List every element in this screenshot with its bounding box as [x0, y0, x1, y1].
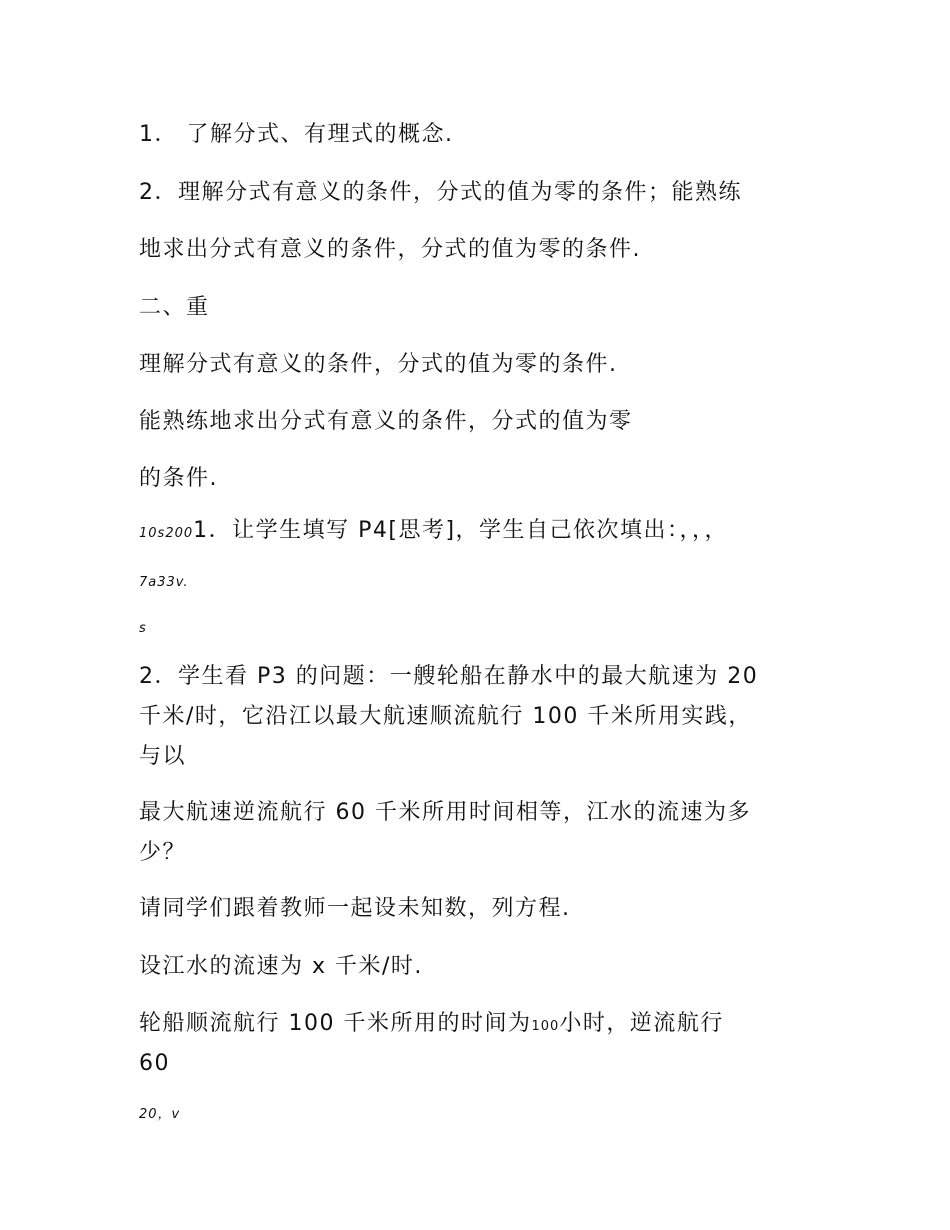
key-point: 理解分式有意义的条件，分式的值为零的条件. — [139, 352, 618, 377]
time-fraction-numerator: 100 — [531, 1019, 560, 1034]
variable-line: 设江水的流速为 x 千米/时. — [139, 954, 423, 979]
time-line-b: 小时，逆流航行 — [559, 1011, 724, 1036]
fraction-denominators: 7a33v. — [139, 575, 189, 590]
activity-1 — [139, 514, 728, 551]
objective-2: 2．理解分式有意义的条件，分式的值为零的条件；能熟练 — [139, 180, 742, 205]
activity-1-text: 1．让学生填写 P4[思考]，学生自己依次填出：，，， — [193, 518, 729, 543]
problem-line-4: 最大航速逆流航行 60 千米所用时间相等，江水的流速为多 — [139, 800, 751, 825]
problem-line-3: 与以 — [139, 744, 187, 769]
fraction-fragment-s: s — [139, 621, 147, 636]
difficult-point: 能熟练地求出分式有意义的条件，分式的值为零 — [139, 409, 633, 434]
time-line-cont: 60 — [139, 1051, 170, 1076]
problem-line-1: 2．学生看 P3 的问题：一艘轮船在静水中的最大航速为 20 — [139, 664, 759, 689]
objective-2-cont: 地求出分式有意义的条件，分式的值为零的条件. — [139, 237, 641, 262]
fraction-denominator-bottom: 20，v — [139, 1107, 181, 1122]
objective-1: 1． 了解分式、有理式的概念. — [139, 122, 454, 147]
problem-line-5: 少？ — [139, 840, 187, 865]
section-heading: 二、重 — [139, 295, 210, 320]
time-line-a: 轮船顺流航行 100 千米所用的时间为 — [139, 1011, 532, 1036]
problem-line-2: 千米/时，它沿江以最大航速顺流航行 100 千米所用实践， — [139, 704, 752, 729]
time-line — [139, 1007, 724, 1044]
fraction-fragment: 10s200 — [139, 526, 194, 541]
instruction-line: 请同学们跟着教师一起设未知数，列方程. — [139, 896, 571, 921]
difficult-point-cont: 的条件. — [139, 466, 218, 491]
